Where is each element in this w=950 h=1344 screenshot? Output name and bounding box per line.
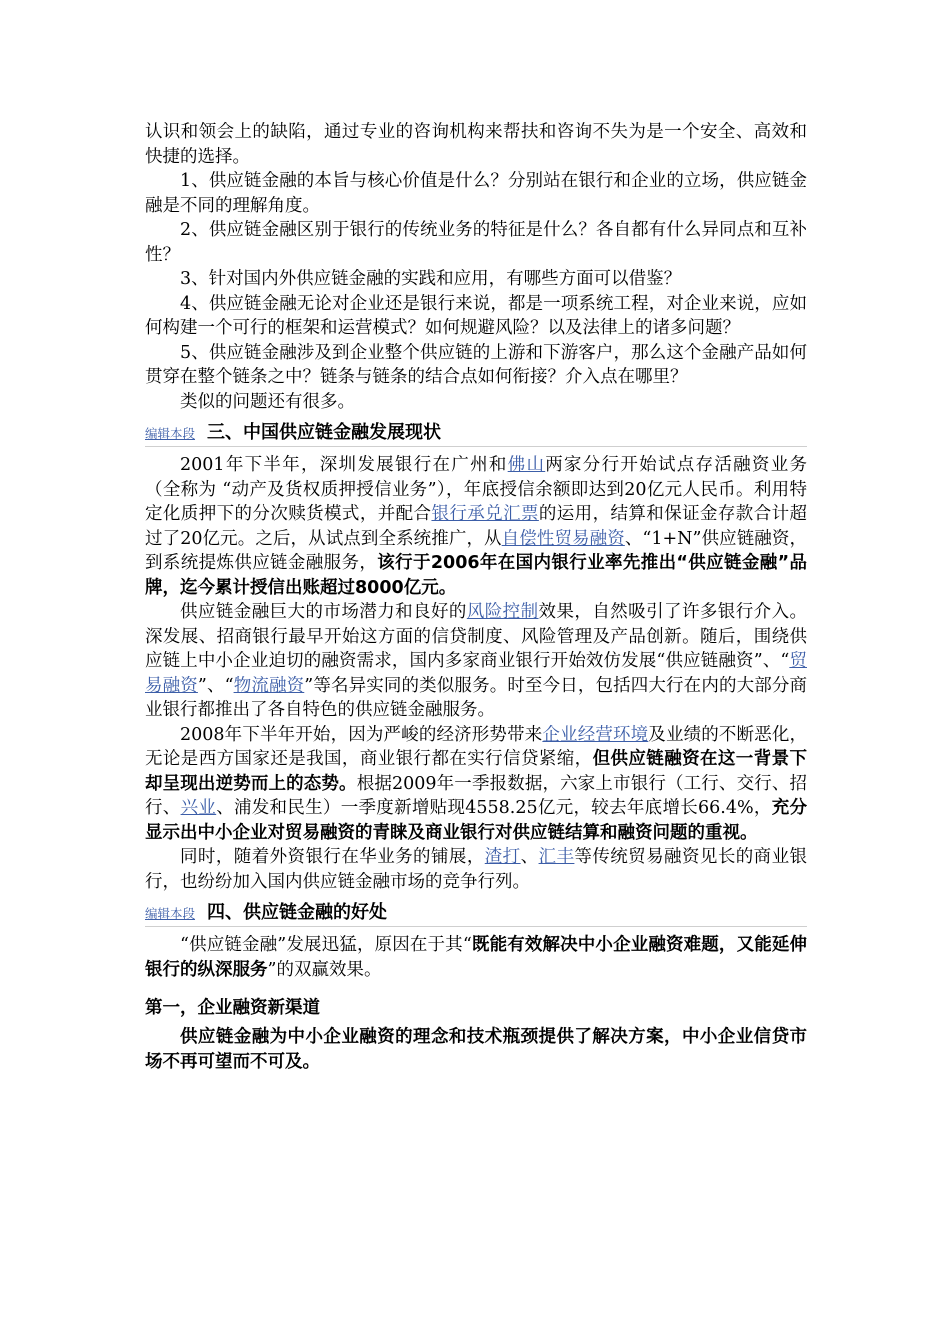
link-risk-control[interactable]: 风险控制 [466,602,539,622]
bold-run: 该行于2006年在国内银行业率先推出“供应链金融”品牌，迄今累计授信出账超过8000亿元。 [145,553,807,598]
link-bank-acceptance[interactable]: 银行承兑汇票 [431,504,539,524]
intro-paragraph: 认识和领会上的缺陷，通过专业的咨询机构来帮扶和咨询不失为是一个安全、高效和快捷的选择。 [145,122,807,167]
text-run: 两家分行开始试点存活融资业务 （全称为 “动产及货权质押授信业务”），年底授信余额即达到20亿元人民币。利用特定化质押下的分次赎货模式，并配合 [145,455,807,524]
bold-run: 充分显示出中小企业对贸易融资的青睐及商业银行对供应链结算和融资问题的重视。 [145,798,808,843]
bold-run: 供应链金融为中小企业融资的理念和技术瓶颈提供了解决方案，中小企业信贷市场不再可望而不可及。 [145,1027,807,1072]
sec3-paragraph-4 [145,845,807,894]
sec4-paragraph-2 [145,1025,807,1074]
document-page [145,120,807,1074]
sec3-paragraph-2 [145,600,807,723]
text-run: 2008年下半年开始，因为严峻的经济形势带来 [180,724,543,745]
text-run: 供应链金融巨大的市场潜力和良好的 [180,602,467,622]
link-logistics-finance[interactable]: 物流融资 [233,675,305,696]
question-1: 1、供应链金融的本旨与核心价值是什么？分别站在银行和企业的立场，供应链金融是不同的理解角度。 [145,171,807,216]
bold-run: 但供应链融资在这一背景下却呈现出逆势而上的态势。 [145,749,808,794]
section-title: 三、中国供应链金融发展现状 [207,422,441,443]
question-5: 5、供应链金融涉及到企业整个供应链的上游和下游客户，那么这个金融产品如何贯穿在整个链条之中？链条与链条的结合点如何衔接？介入点在哪里？ [145,342,807,387]
text-run: ”等名异实同的类似服务。时至今日，包括四大行在内的大部分商业银行都推出了各自特色的供应链金融服务。 [145,675,807,720]
link-industrial-bank[interactable]: 兴业 [180,798,217,818]
text-run: 根据2009年一季报数据，六家上市银行（工行、交行、招行、 [145,773,807,818]
question-4: 4、供应链金融无论对企业还是银行来说，都是一项系统工程，对企业来说，应如何构建一个可行的框架和运营模式？如何规避风险？以及法律上的诸多问题？ [145,293,807,338]
bold-run: 既能有效解决中小企业融资难题，又能延伸银行的纵深服务 [145,935,808,980]
text-run: 及业绩的不断恶化，无论是西方国家还是我国，商业银行都在实行信贷紧缩， [145,724,807,769]
text-run: “供应链金融”发展迅猛，原因在于其“ [180,935,472,955]
question-2: 2、供应链金融区别于银行的传统业务的特征是什么？各自都有什么异同点和互补性？ [145,220,807,265]
text-run: 2001年下半年，深圳发展银行在广州和 [180,455,508,475]
more-questions: 类似的问题还有很多。 [180,391,355,412]
edit-section-link[interactable]: 编辑本段 [145,426,196,441]
sec3-paragraph-3 [145,723,807,846]
text-run: ”、“ [197,675,234,696]
link-self-liquidating-trade-finance[interactable]: 自偿性贸易融资 [501,528,625,549]
section-3-heading [145,416,807,446]
link-business-environment[interactable]: 企业经营环境 [542,724,649,745]
link-trade-finance[interactable]: 贸易融资 [145,651,807,696]
text-run: 、浦发和民生）一季度新增贴现4558.25亿元，较去年底增长66.4%， [216,798,772,818]
section-4-heading [145,896,807,926]
sec4-paragraph-1 [145,933,807,982]
edit-section-link[interactable]: 编辑本段 [145,906,196,921]
section-divider [145,926,807,927]
text-run: 、 [520,847,539,867]
section-title: 四、供应链金融的好处 [207,902,387,923]
section-divider [145,446,807,447]
text-run: ”的双赢效果。 [267,959,382,980]
text-run: 、“1+N”供应链融资，到系统提炼供应链金融服务， [145,528,807,573]
link-foshan[interactable]: 佛山 [507,455,546,475]
text-run: 效果，自然吸引了许多银行介入。深发展、招商银行最早开始这方面的信贷制度、风险管理及产品创新。随后，围绕供应链上中小企业迫切的融资需求，国内多家商业银行开始效仿发展“供应链融资”、“ [145,602,808,671]
question-3: 3、针对国内外供应链金融的实践和应用，有哪些方面可以借鉴？ [180,269,682,289]
text-run: 同时，随着外资银行在华业务的铺展， [180,847,485,867]
sec3-paragraph-1 [145,453,807,600]
subheading-new-channel: 第一，企业融资新渠道 [145,998,320,1018]
link-hsbc[interactable]: 汇丰 [538,847,575,867]
link-standard-chartered[interactable]: 渣打 [484,847,521,867]
text-run: 的运用，结算和保证金存款合计超过了20亿元。之后，从试点到全系统推广，从 [145,504,808,549]
text-run: 等传统贸易融资见长的商业银行，也纷纷加入国内供应链金融市场的竞争行列。 [145,847,808,892]
